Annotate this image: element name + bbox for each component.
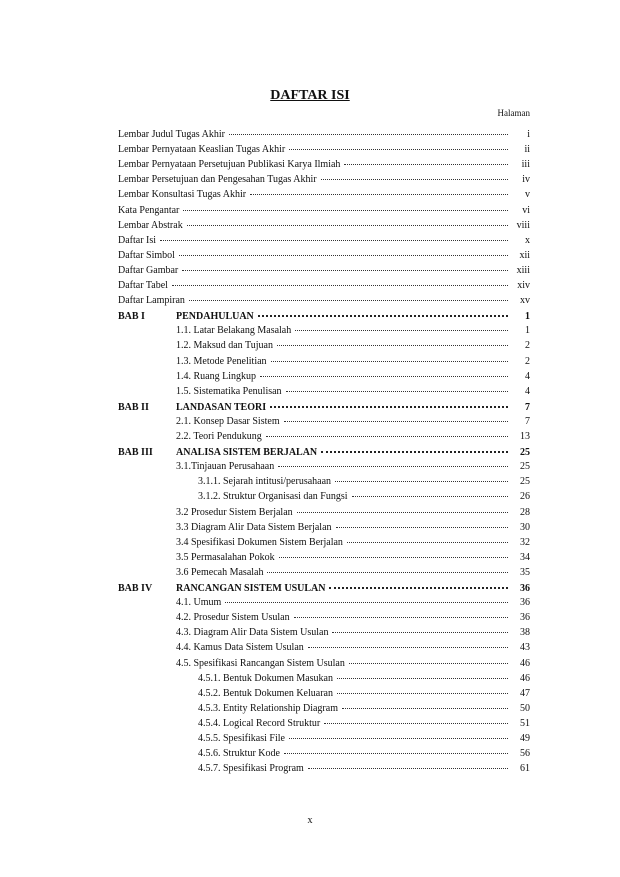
toc-entry-row [118,202,530,216]
toc-entry-row [118,760,530,774]
toc-entry-row [118,322,530,336]
toc-page-number: 49 [520,733,530,744]
toc-entry-label: 4.3. Diagram Alir Data Sistem Usulan [176,627,329,639]
toc-entry-label: 1.2. Maksud dan Tujuan [176,340,273,352]
toc-entry-label: ANALISA SISTEM BERJALAN [176,447,318,459]
dot-leader [160,230,508,241]
toc-entry-label: 1.4. Ruang Lingkup [176,370,256,382]
toc-entry-row [118,519,530,533]
toc-page-number: 47 [520,687,530,699]
toc-entry-label: Lembar Konsultasi Tugas Akhir [118,189,247,201]
dot-leader [336,517,508,528]
toc-entry-row [118,353,530,367]
dot-leader [324,713,508,724]
toc-entry-row [118,488,530,502]
toc-entry-label: Daftar Lampiran [118,295,185,307]
toc-entry-label: Lembar Pernyataan Keaslian Tugas Akhir [118,144,286,156]
dot-leader [284,411,508,422]
toc-page-number: vi [522,204,530,216]
dot-leader [271,351,508,362]
dot-leader [337,668,508,679]
toc-page-number: 2 [525,355,530,367]
dot-leader [342,698,508,709]
toc-entry-row [118,564,530,578]
dot-leader [225,592,508,603]
toc-entry-label: 4.5.3. Entity Relationship Diagram [198,702,338,714]
toc-page-number: 61 [520,763,530,775]
toc-page-number: 30 [520,521,530,533]
toc-entry-row [118,473,530,487]
dot-leader [267,562,508,573]
dot-leader [278,456,508,467]
toc-entry-label: 3.4 Spesifikasi Dokumen Sistem Berjalan [176,536,343,548]
toc-entry-label: 1.1. Latar Belakang Masalah [176,325,292,337]
toc-page-number: viii [516,219,530,231]
toc-chapter-row [118,443,530,457]
toc-chapter-number: BAB I [118,311,145,323]
toc-entry-row [118,337,530,351]
toc-entry-row [118,624,530,638]
toc-page-number: 51 [520,717,530,729]
toc-entry-label: Kata Pengantar [118,204,180,216]
toc-entry-row [118,383,530,397]
toc-entry-label: 3.1.1. Sejarah intitusi/perusahaan [198,476,332,488]
toc-page-number: xv [520,295,530,307]
toc-entry-row [118,156,530,170]
toc-chapter-number: BAB III [118,447,153,459]
toc-entry-label: Lembar Judul Tugas Akhir [118,129,225,140]
toc-entry-label: 4.2. Prosedur Sistem Usulan [176,612,290,624]
toc-entry-row [118,262,530,276]
toc-page-number: 28 [520,506,530,518]
toc-page-number: x [525,234,530,246]
toc-entry-label: 3.5 Permasalahan Pokok [176,551,275,563]
dot-leader [344,154,508,165]
halaman-label: Halaman [497,108,530,118]
toc-page-number: 25 [520,447,530,459]
toc-entry-row [118,534,530,548]
toc-entry-row [118,609,530,623]
dot-leader [183,200,508,211]
toc-page-number: 7 [525,415,530,427]
toc-entry-row [118,700,530,714]
toc-entry-row [118,428,530,442]
toc-entry-label: 3.1.2. Struktur Organisasi dan Fungsi [198,491,348,503]
toc-entry-row [118,458,530,472]
toc-entry-label: 4.5.1. Bentuk Dokumen Masukan [198,672,333,684]
toc-page-number: xii [519,249,530,261]
toc-chapter-row [118,307,530,321]
toc-page-number: 7 [525,401,530,413]
dot-leader [172,275,508,286]
toc-page-number: 34 [520,551,530,563]
dot-leader [308,758,508,769]
toc-entry-row [118,292,530,306]
toc-entry-label: Lembar Abstrak [118,219,183,231]
toc-page-number: 1 [525,311,530,323]
toc-page-number: 35 [520,566,530,578]
toc-entry-row [118,549,530,563]
toc-entry-row [118,232,530,246]
toc-chapter-row [118,579,530,593]
toc-page-number: 4 [525,370,530,382]
toc-entry-row [118,504,530,518]
toc-entry-row [118,655,530,669]
toc-entry-label: 4.5.7. Spesifikasi Program [198,763,304,775]
toc-chapter-number: BAB IV [118,583,153,594]
toc-entry-label: 4.5.4. Logical Record Struktur [198,717,321,729]
dot-leader [284,743,508,754]
dot-leader [187,215,508,226]
toc-page-number: 38 [520,627,530,639]
toc-entry-row [118,745,530,759]
dot-leader [279,547,508,558]
toc-page-number: xiii [516,264,530,276]
toc-entry-label: 3.3 Diagram Alir Data Sistem Berjalan [176,521,332,533]
toc-entry-row [118,685,530,699]
toc-entry-label: 1.3. Metode Penelitian [176,355,267,367]
toc-entry-label: 4.4. Kamus Data Sistem Usulan [176,642,304,654]
toc-page-number: ii [524,144,530,156]
dot-leader [294,607,508,618]
toc-entry-label: 4.5.2. Bentuk Dokumen Keluaran [198,687,333,699]
toc-entry-row [118,639,530,653]
dot-leader [277,335,508,346]
dot-leader [352,486,508,497]
toc-page-number: 25 [520,476,530,488]
toc-page-number: 36 [520,597,530,609]
toc-entry-label: 1.5. Sistematika Penulisan [176,385,282,397]
toc-entry-row [118,413,530,427]
toc-page-number: 26 [520,491,530,503]
toc-page-number: 36 [520,612,530,624]
dot-leader [182,260,508,271]
dot-leader [337,683,508,694]
dot-leader [189,290,508,301]
toc-page-number: v [525,189,530,201]
toc-page-number: 25 [520,461,530,473]
toc-entry-row [118,171,530,185]
toc-entry-label: 4.5.6. Struktur Kode [198,748,280,760]
toc-page-number: 2 [525,340,530,352]
toc-entry-label: PENDAHULUAN [176,311,254,323]
toc-chapter-number: BAB II [118,401,149,413]
toc-entry-row [118,368,530,382]
toc-entry-label: 4.1. Umum [176,597,222,609]
dot-leader [179,245,508,256]
toc-page-number: i [527,129,530,140]
toc-entry-label: 3.1.Tinjauan Perusahaan [176,461,275,473]
toc-entry-row [118,670,530,684]
dot-leader [308,637,508,648]
dot-leader [229,124,508,135]
toc-page-number: 1 [525,325,530,337]
toc-entry-label: Daftar Tabel [118,280,168,291]
dot-leader [321,169,508,180]
dot-leader [335,471,508,482]
toc-entry-row [118,730,530,744]
dot-leader [329,577,508,589]
toc-entry-label: Lembar Persetujuan dan Pengesahan Tugas Akhir [118,174,317,186]
toc-entry-label: 3.6 Pemecah Masalah [176,566,264,578]
toc-entry-label: 4.5.5. Spesifikasi File [198,733,285,744]
toc-page-number: 4 [525,385,530,397]
toc-entry-row [118,715,530,729]
toc-entry-label: LANDASAN TEORI [176,401,267,413]
toc-entry-label: 4.5. Spesifikasi Rancangan Sistem Usulan [176,657,345,669]
dot-leader [260,366,508,377]
footer-page-number: x [307,815,313,826]
toc-entry-row [118,186,530,200]
toc-entry-row [118,217,530,231]
toc-entry-row [118,594,530,608]
dot-leader [349,653,508,664]
dot-leader [258,305,508,317]
toc-entry-label: 2.1. Konsep Dasar Sistem [176,415,280,427]
toc-page-number: 43 [520,642,530,654]
toc-entry-row [118,126,530,140]
dot-leader [347,532,508,543]
dot-leader [321,441,508,453]
toc-page-number: 50 [520,702,530,714]
dot-leader [295,320,508,331]
toc-entry-row [118,247,530,261]
toc-page-number: 13 [520,431,530,442]
dot-leader [266,426,508,437]
toc-entry-label: 3.2 Prosedur Sistem Berjalan [176,506,293,518]
toc-entry-row [118,141,530,155]
page-title: DAFTAR ISI [270,88,350,103]
toc-entry-label: Daftar Gambar [118,264,179,276]
dot-leader [289,139,508,150]
toc-page-number: xiv [517,280,530,291]
toc-chapter-row [118,398,530,412]
toc-page-number: iii [521,159,530,171]
dot-leader [297,502,508,513]
dot-leader [286,381,508,392]
toc-page-number: 32 [520,536,530,548]
dot-leader [289,728,508,739]
toc-entry-label: 2.2. Teori Pendukung [176,431,262,442]
toc-page-number: 46 [520,672,530,684]
toc-entry-label: RANCANGAN SISTEM USULAN [176,583,326,594]
dot-leader [270,396,508,408]
toc-entry-row [118,277,530,291]
toc-page-number: iv [522,174,530,186]
toc-page-number: 36 [520,583,530,594]
dot-leader [250,184,508,195]
dot-leader [332,622,508,633]
toc-entry-label: Lembar Pernyataan Persetujuan Publikasi Karya Ilmiah [118,159,341,171]
toc-page-number: 56 [520,748,530,760]
toc-page-number: 46 [520,657,530,669]
toc-entry-label: Daftar Isi [118,234,157,246]
toc-entry-label: Daftar Simbol [118,249,175,261]
